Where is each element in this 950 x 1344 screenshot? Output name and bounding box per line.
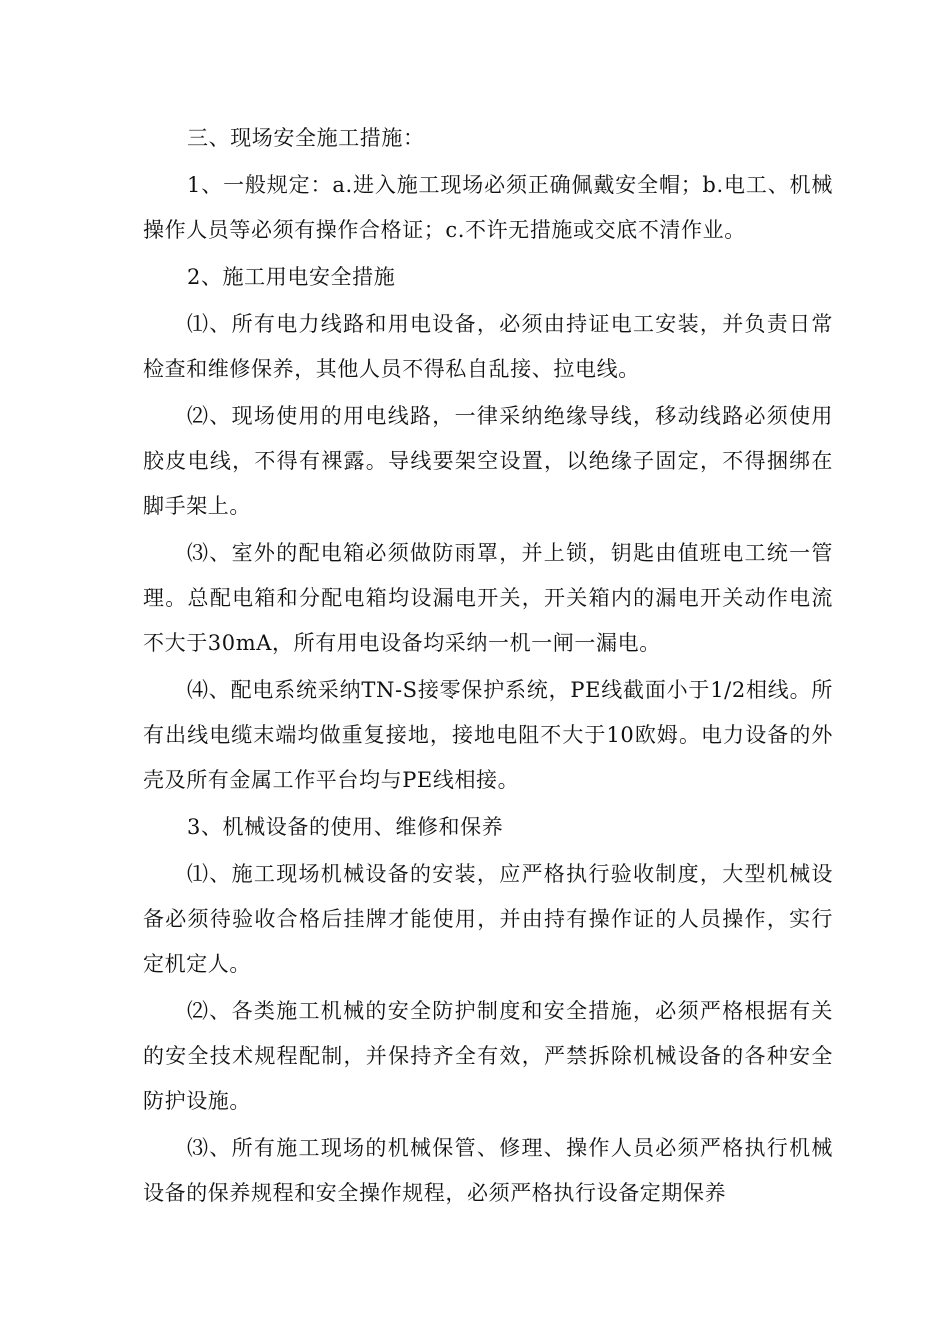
section-heading-site-safety: 三、现场安全施工措施：	[187, 126, 425, 150]
paragraph-electricity-item-3: ⑶、室外的配电箱必须做防雨罩，并上锁，钥匙由值班电工统一管理。总配电箱和分配电箱均设漏电开关，开关箱内的漏电开关动作电流不大于30mA，所有用电设备均采纳一机一闸一漏电。	[143, 541, 833, 655]
document-body	[143, 116, 833, 1218]
subheading-electricity-safety: 2、施工用电安全措施	[187, 265, 396, 289]
paragraph-general-rules: 1、一般规定：a.进入施工现场必须正确佩戴安全帽；b.电工、机械操作人员等必须有操作合格证；c.不许无措施或交底不清作业。	[143, 173, 833, 242]
paragraph-electricity-item-2: ⑵、现场使用的用电线路，一律采纳绝缘导线，移动线路必须使用胶皮电线，不得有裸露。导线要架空设置，以绝缘子固定，不得捆绑在脚手架上。	[143, 404, 833, 518]
paragraph-electricity-item-4: ⑷、配电系统采纳TN-S接零保护系统，PE线截面小于1/2相线。所有出线电缆末端均做重复接地，接地电阻不大于10欧姆。电力设备的外壳及所有金属工作平台均与PE线相接。	[143, 678, 833, 792]
paragraph-electricity-item-1: ⑴、所有电力线路和用电设备，必须由持证电工安装，并负责日常检查和维修保养，其他人员不得私自乱接、拉电线。	[143, 312, 833, 381]
paragraph-machinery-item-3: ⑶、所有施工现场的机械保管、修理、操作人员必须严格执行机械设备的保养规程和安全操作规程，必须严格执行设备定期保养	[143, 1136, 833, 1205]
paragraph-machinery-item-2: ⑵、各类施工机械的安全防护制度和安全措施，必须严格根据有关的安全技术规程配制，并保持齐全有效，严禁拆除机械设备的各种安全防护设施。	[143, 999, 833, 1113]
paragraph-machinery-item-1: ⑴、施工现场机械设备的安装，应严格执行验收制度，大型机械设备必须待验收合格后挂牌才能使用，并由持有操作证的人员操作，实行定机定人。	[143, 862, 833, 976]
subheading-machinery: 3、机械设备的使用、维修和保养	[187, 815, 504, 839]
